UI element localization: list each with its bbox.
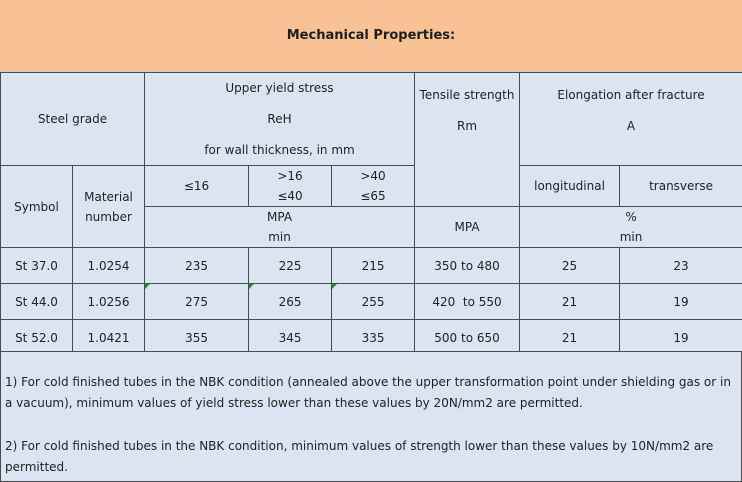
elongation-label: Elongation after fracture — [557, 88, 705, 102]
tensile-cell: 420 to 550 — [415, 284, 520, 320]
thickness-2-max: ≤40 — [277, 189, 303, 203]
symbol-cell: St 52.0 — [1, 320, 73, 356]
material-label: Material — [84, 189, 133, 204]
number-label: number — [85, 209, 132, 224]
elongation-unit-header — [520, 207, 742, 248]
upper-yield-label: Upper yield stress — [225, 81, 334, 95]
yield-t3-cell: 335 — [332, 320, 415, 356]
longitudinal-cell: 21 — [520, 284, 620, 320]
transverse-cell: 23 — [620, 248, 742, 284]
material-cell: 1.0256 — [73, 284, 145, 320]
footnotes — [0, 351, 742, 482]
tensile-cell: 500 to 650 — [415, 320, 520, 356]
yield-unit-header — [145, 207, 415, 248]
elongation-header — [520, 73, 742, 166]
transverse-cell: 19 — [620, 284, 742, 320]
a-label: A — [626, 119, 636, 133]
footnote-1: 1) For cold finished tubes in the NBK condition (annealed above the upper transformation point under shielding gas or in a vacuum), minimum values of yield stress lower than these values by 20N/mm2 are permitted. — [5, 375, 731, 410]
yield-t1-cell: 235 — [145, 248, 249, 284]
transverse-header: transverse — [620, 166, 742, 207]
footnote-2: 2) For cold finished tubes in the NBK condition, minimum values of strength lower than these values by 10N/mm2 are permitted. — [5, 439, 714, 474]
symbol-cell: St 44.0 — [1, 284, 73, 320]
yield-t3-cell: 255 — [332, 284, 415, 320]
yield-t3-cell: 215 — [332, 248, 415, 284]
thickness-header-3 — [332, 166, 415, 207]
steel-grade-header — [1, 73, 145, 166]
yield-t2-cell: 225 — [249, 248, 332, 284]
material-cell: 1.0254 — [73, 248, 145, 284]
yield-min: min — [268, 230, 291, 244]
properties-table — [0, 72, 742, 356]
longitudinal-cell: 25 — [520, 248, 620, 284]
reh-label: ReH — [267, 112, 292, 126]
material-cell: 1.0421 — [73, 320, 145, 356]
header-row-groups — [1, 73, 742, 166]
thickness-header-1: ≤16 — [145, 166, 249, 207]
thickness-header-2 — [249, 166, 332, 207]
elong-min: min — [619, 230, 643, 244]
elong-unit: % — [625, 210, 637, 224]
symbol-header: Symbol — [1, 166, 73, 248]
steel-grade-label: Steel grade — [37, 112, 108, 126]
table-row — [1, 284, 742, 320]
upper-yield-header — [145, 73, 415, 166]
tensile-unit-header: MPA — [415, 207, 520, 248]
table-row — [1, 248, 742, 284]
tensile-cell: 350 to 480 — [415, 248, 520, 284]
yield-unit: MPA — [267, 210, 293, 224]
tensile-strength-label: Tensile strength — [419, 88, 515, 102]
yield-t1-cell: 355 — [145, 320, 249, 356]
thickness-3-max: ≤65 — [360, 189, 386, 203]
yield-t1-cell: 275 — [145, 284, 249, 320]
tensile-header — [415, 73, 520, 207]
wall-thickness-label: for wall thickness, in mm — [204, 143, 355, 157]
rm-label: Rm — [457, 119, 478, 133]
longitudinal-cell: 21 — [520, 320, 620, 356]
yield-t2-cell: 345 — [249, 320, 332, 356]
header-row-sub — [1, 166, 742, 207]
thickness-2-min: >16 — [277, 169, 303, 183]
material-number-header — [73, 166, 145, 248]
longitudinal-header: longitudinal — [520, 166, 620, 207]
page-title: Mechanical Properties: — [0, 0, 742, 72]
transverse-cell: 19 — [620, 320, 742, 356]
symbol-cell: St 37.0 — [1, 248, 73, 284]
yield-t2-cell: 265 — [249, 284, 332, 320]
thickness-3-min: >40 — [360, 169, 386, 183]
